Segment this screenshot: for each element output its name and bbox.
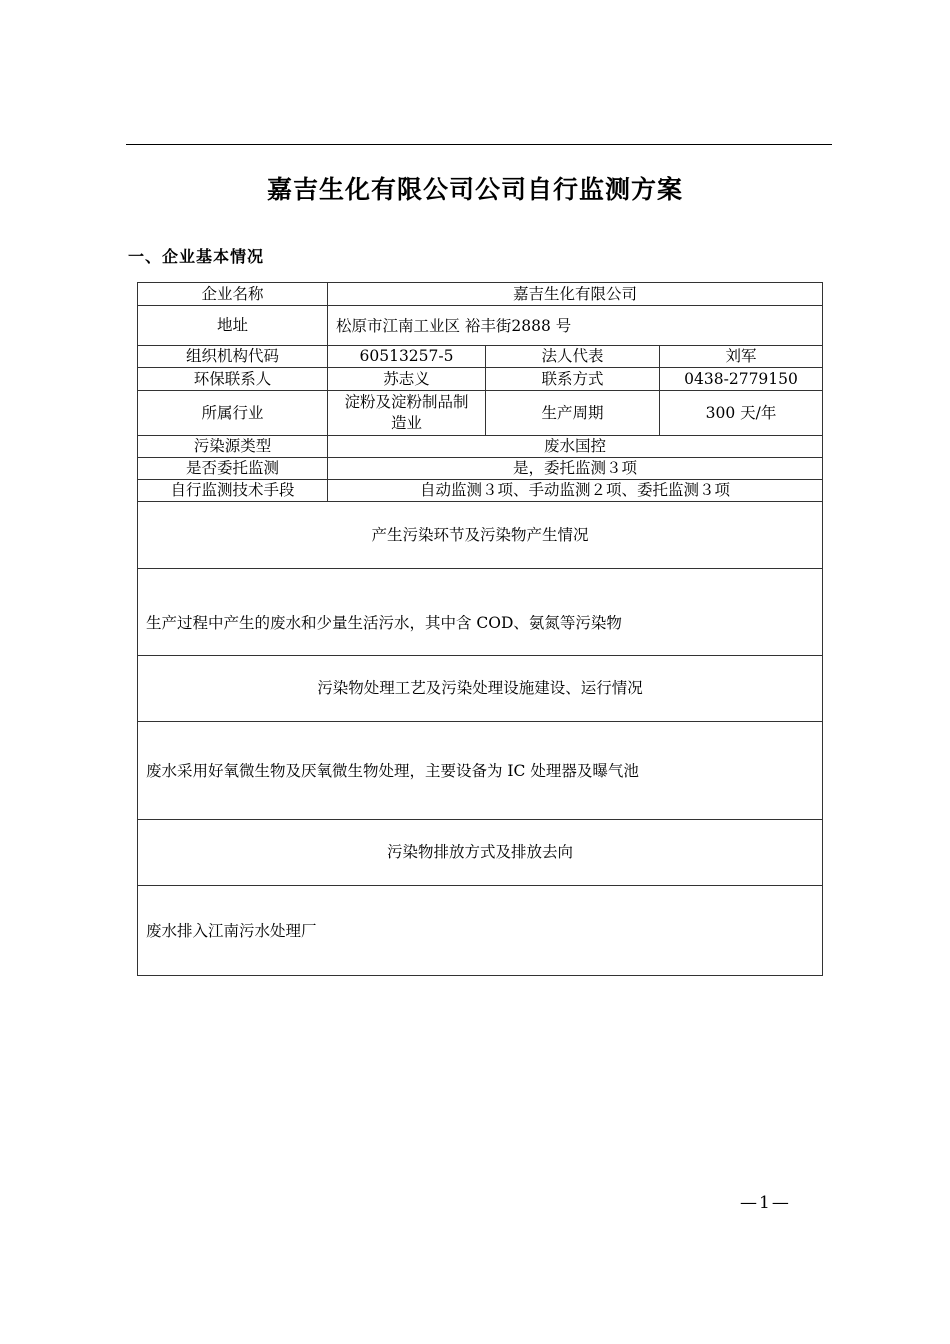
env-contact-value: 苏志义: [328, 368, 486, 391]
self-monitoring-value: 自动监测３项、手动监测２项、委托监测３项: [328, 480, 823, 502]
address-label: 地址: [138, 306, 328, 346]
org-code-value: 60513257-5: [328, 346, 486, 368]
table-row: [138, 458, 823, 480]
legal-rep-label: 法人代表: [486, 346, 660, 368]
org-code-label: 组织机构代码: [138, 346, 328, 368]
document-title: 嘉吉生化有限公司公司自行监测方案: [266, 175, 683, 204]
table-row: [138, 436, 823, 458]
pollution-source-value: 废水国控: [328, 436, 823, 458]
table-row: [138, 722, 823, 820]
env-contact-label: 环保联系人: [138, 368, 328, 391]
commissioned-value: 是，委托监测３项: [328, 458, 823, 480]
page-number: —1—: [740, 1193, 791, 1213]
treatment-heading: 污染物处理工艺及污染处理设施建设、运行情况: [138, 656, 823, 722]
table-row: [138, 346, 823, 368]
production-cycle-label: 生产周期: [486, 391, 660, 436]
production-cycle-value: 300 天/年: [660, 391, 823, 436]
table-row: [138, 368, 823, 391]
commissioned-label: 是否委托监测: [138, 458, 328, 480]
contact-method-label: 联系方式: [486, 368, 660, 391]
table-row: [138, 656, 823, 722]
table-row: [138, 283, 823, 306]
table-row: [138, 306, 823, 346]
table-row: [138, 391, 823, 436]
pollution-source-label: 污染源类型: [138, 436, 328, 458]
industry-value: 淀粉及淀粉制品制造业: [328, 391, 486, 436]
company-info-table: [137, 282, 823, 976]
table-row: [138, 569, 823, 656]
discharge-heading: 污染物排放方式及排放去向: [138, 820, 823, 886]
legal-rep-value: 刘军: [660, 346, 823, 368]
table-row: [138, 480, 823, 502]
company-name-label: 企业名称: [138, 283, 328, 306]
header-rule: [126, 144, 832, 145]
company-name-value: 嘉吉生化有限公司: [328, 283, 823, 306]
table-row: [138, 820, 823, 886]
treatment-text: 废水采用好氧微生物及厌氧微生物处理，主要设备为 IC 处理器及曝气池: [138, 722, 823, 820]
self-monitoring-label: 自行监测技术手段: [138, 480, 328, 502]
industry-label: 所属行业: [138, 391, 328, 436]
table-row: [138, 502, 823, 569]
table-row: [138, 886, 823, 976]
pollution-generation-text: 生产过程中产生的废水和少量生活污水，其中含 COD、氨氮等污染物: [138, 569, 823, 656]
pollution-generation-heading: 产生污染环节及污染物产生情况: [138, 502, 823, 569]
contact-method-value: 0438-2779150: [660, 368, 823, 391]
address-value: 松原市江南工业区 裕丰街2888 号: [328, 306, 823, 346]
discharge-text: 废水排入江南污水处理厂: [138, 886, 823, 976]
section-heading: 一、企业基本情况: [128, 247, 265, 266]
